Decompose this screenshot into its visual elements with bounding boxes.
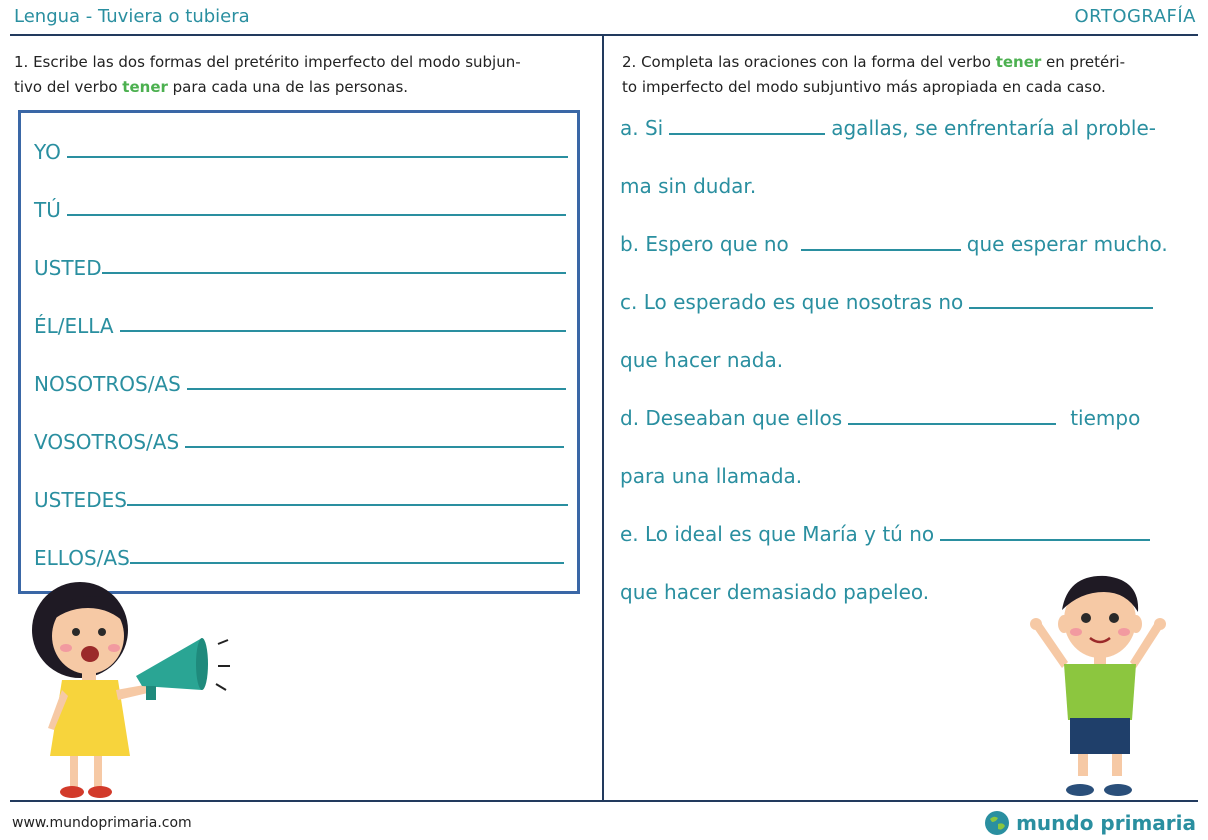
sentence-a: a. Si agallas, se enfrentaría al proble- <box>620 116 1156 140</box>
boy-illustration <box>1024 570 1174 802</box>
answer-row-tu[interactable]: TÚ <box>34 198 566 222</box>
answer-row-vosotros[interactable]: VOSOTROS/AS <box>34 430 564 454</box>
sentence-e-cont: que hacer demasiado papeleo. <box>620 580 930 604</box>
answer-blank[interactable] <box>669 133 825 135</box>
answer-row-ellos[interactable]: ELLOS/AS <box>34 546 564 570</box>
answer-line[interactable] <box>120 330 566 332</box>
footer-url[interactable]: www.mundoprimaria.com <box>12 815 192 831</box>
section-label: ORTOGRAFÍA <box>1074 6 1196 27</box>
sentence-b: b. Espero que no que esperar mucho. <box>620 232 1168 256</box>
answer-blank[interactable] <box>848 423 1056 425</box>
answer-line[interactable] <box>127 504 568 506</box>
answer-blank[interactable] <box>801 249 961 251</box>
sentence-c-cont: que hacer nada. <box>620 348 784 372</box>
answer-line[interactable] <box>130 562 564 564</box>
footer-divider <box>10 800 1198 802</box>
sentence-c: c. Lo esperado es que nosotras no <box>620 290 1159 314</box>
answer-row-ustedes[interactable]: USTEDES <box>34 488 568 512</box>
exercise2-instruction: 2. Completa las oraciones con la forma del verbo tener en pretéri- to imperfecto del modo subjuntivo más apropiada en cada caso. <box>622 53 1125 96</box>
verb-highlight: tener <box>995 53 1042 71</box>
verb-highlight: tener <box>122 78 168 96</box>
brand-logo[interactable] <box>984 810 1196 836</box>
page-title: Lengua - Tuviera o tubiera <box>14 6 250 27</box>
answer-row-yo[interactable]: YO <box>34 140 568 164</box>
answer-line[interactable] <box>67 214 566 216</box>
answer-line[interactable] <box>67 156 568 158</box>
answer-row-el-ella[interactable]: ÉL/ELLA <box>34 314 566 338</box>
column-divider <box>602 34 604 800</box>
sentence-d-cont: para una llamada. <box>620 464 803 488</box>
header-divider <box>10 34 1198 36</box>
sentence-e: e. Lo ideal es que María y tú no <box>620 522 1156 546</box>
sentence-a-cont: ma sin dudar. <box>620 174 757 198</box>
answer-box <box>18 110 580 594</box>
answer-line[interactable] <box>187 388 566 390</box>
answer-blank[interactable] <box>969 307 1153 309</box>
answer-line[interactable] <box>185 446 564 448</box>
girl-megaphone-illustration <box>18 578 238 802</box>
answer-line[interactable] <box>102 272 566 274</box>
exercise1-instruction: 1. Escribe las dos formas del pretérito imperfecto del modo subjun- tivo del verbo tener para cada una de las personas. <box>14 53 521 96</box>
answer-row-nosotros[interactable]: NOSOTROS/AS <box>34 372 566 396</box>
logo-text: mundo primaria <box>1016 811 1196 835</box>
globe-icon <box>984 810 1010 836</box>
sentence-d: d. Deseaban que ellos tiempo <box>620 406 1141 430</box>
answer-blank[interactable] <box>940 539 1150 541</box>
answer-row-usted[interactable]: USTED <box>34 256 566 280</box>
